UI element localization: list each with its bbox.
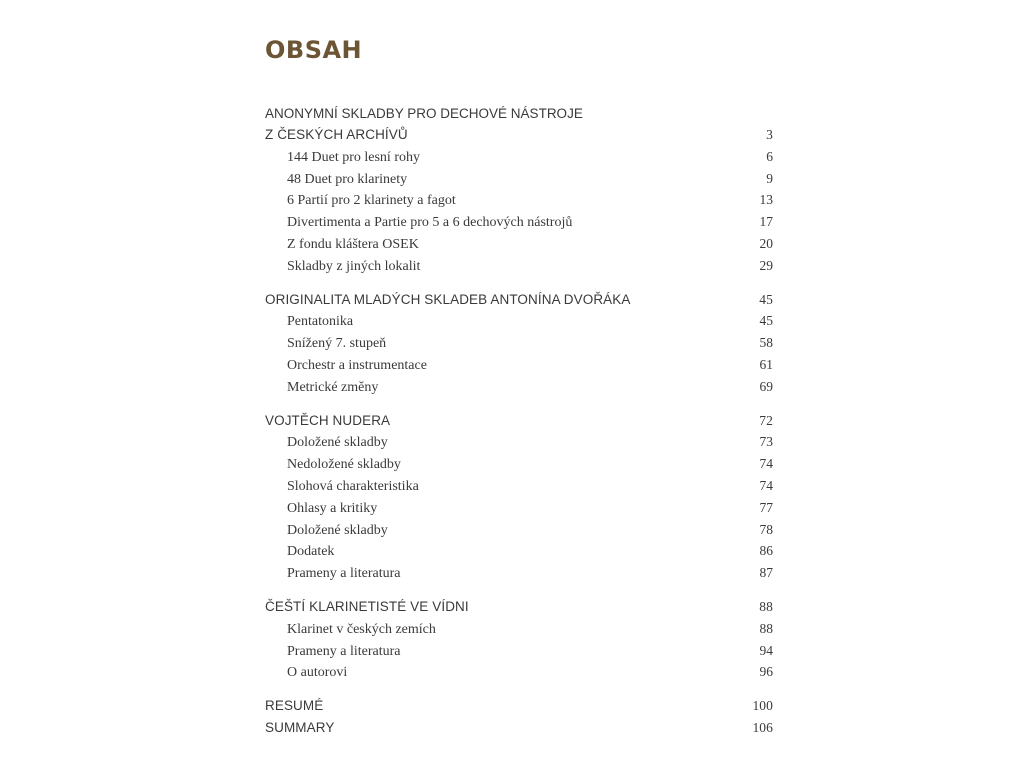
page-number: 3 (766, 127, 773, 142)
toc-tail (265, 695, 773, 739)
toc-entry (265, 540, 773, 562)
page-number: 17 (759, 214, 773, 230)
toc-entry (265, 168, 773, 190)
toc-entry (265, 354, 773, 376)
page-number: 106 (752, 719, 773, 735)
page-number: 9 (766, 170, 773, 186)
toc-entry (265, 189, 773, 211)
toc-section (265, 410, 773, 584)
page-number: 100 (752, 698, 773, 714)
entry-title: Dodatek (287, 544, 335, 560)
dot-leader (422, 269, 757, 270)
section-heading (265, 717, 773, 739)
dot-leader (336, 731, 750, 732)
dot-leader (421, 489, 758, 490)
entry-title: SUMMARY (265, 719, 335, 735)
entry-title: Slohová charakteristika (287, 478, 419, 494)
page-number: 72 (759, 412, 773, 428)
entry-title: Doložené skladby (287, 435, 388, 451)
dot-leader (380, 390, 757, 391)
dot-leader (390, 533, 758, 534)
entry-title: Z ČESKÝCH ARCHÍVŮ (265, 127, 408, 142)
page-number: 86 (759, 543, 773, 559)
page-title: OBSAH (265, 36, 363, 64)
dot-leader (349, 675, 757, 676)
dot-leader (438, 632, 758, 633)
toc-entry (265, 376, 773, 398)
page-number: 61 (759, 356, 773, 372)
toc-entry (265, 618, 773, 640)
dot-leader (403, 467, 758, 468)
dot-leader (471, 610, 758, 611)
dot-leader (458, 203, 758, 204)
toc-entry (265, 310, 773, 332)
entry-title: ČEŠTÍ KLARINETISTÉ VE VÍDNI (265, 598, 469, 614)
page-number: 45 (759, 313, 773, 329)
page-number: 88 (759, 598, 773, 614)
entry-title: Z fondu kláštera OSEK (287, 236, 419, 252)
entry-title: Metrické změny (287, 379, 379, 395)
toc-section (265, 104, 773, 277)
dot-leader (421, 247, 758, 248)
toc-section (265, 596, 773, 683)
page-number: 6 (766, 148, 773, 164)
toc-section (265, 289, 773, 398)
entry-title: Ohlasy a kritiky (287, 500, 378, 516)
toc-entry (265, 211, 773, 233)
entry-title: Doložené skladby (287, 522, 388, 538)
page-number: 74 (759, 456, 773, 472)
toc-entry (265, 640, 773, 662)
page-number: 20 (759, 235, 773, 251)
page-number: 88 (759, 620, 773, 636)
dot-leader (410, 138, 764, 139)
toc-entry (265, 562, 773, 584)
toc-entry (265, 475, 773, 497)
toc-entry (265, 431, 773, 453)
toc-sections (265, 104, 773, 739)
entry-title: Prameny a literatura (287, 643, 401, 659)
entry-title: ORIGINALITA MLADÝCH SKLADEB ANTONÍNA DVOŘÁKA (265, 291, 631, 307)
entry-title: Orchestr a instrumentace (287, 357, 427, 373)
dot-leader (388, 346, 757, 347)
dot-leader (336, 554, 757, 555)
entry-title: Nedoložené skladby (287, 457, 401, 473)
entry-title: Snížený 7. stupeň (287, 336, 387, 352)
dot-leader (403, 576, 758, 577)
toc-entry (265, 255, 773, 277)
dot-leader (403, 654, 758, 655)
dot-leader (574, 225, 757, 226)
toc-entry (265, 332, 773, 354)
dot-leader (392, 424, 757, 425)
entry-title: VOJTĚCH NUDERA (265, 412, 391, 428)
page-number: 74 (759, 477, 773, 493)
page-number: 96 (759, 664, 773, 680)
toc-entry (265, 497, 773, 519)
dot-leader (379, 511, 757, 512)
dot-leader (325, 709, 750, 710)
entry-title: O autorovi (287, 665, 348, 681)
entry-title: Klarinet v českých zemích (287, 621, 436, 637)
page-number: 45 (759, 291, 773, 307)
dot-leader (390, 445, 758, 446)
section-heading (265, 124, 773, 146)
entry-title: Divertimenta a Partie pro 5 a 6 dechových nástrojů (287, 215, 573, 231)
section-heading (265, 596, 773, 618)
section-heading (265, 695, 773, 717)
dot-leader (633, 303, 758, 304)
toc-entry (265, 233, 773, 255)
page-number: 73 (759, 434, 773, 450)
toc-entry (265, 146, 773, 168)
page-number: 78 (759, 521, 773, 537)
section-heading (265, 410, 773, 432)
dot-leader (409, 182, 764, 183)
entry-title: RESUMÉ (265, 698, 324, 714)
page-number: 77 (759, 499, 773, 515)
entry-title: 144 Duet pro lesní rohy (287, 149, 420, 165)
dot-leader (429, 368, 758, 369)
entry-title: Prameny a literatura (287, 566, 401, 582)
page-number: 13 (759, 192, 773, 208)
section-heading (265, 289, 773, 311)
entry-title: 6 Partií pro 2 klarinety a fagot (287, 193, 456, 209)
page-number: 94 (759, 642, 773, 658)
dot-leader (355, 324, 757, 325)
page-number: 29 (759, 257, 773, 273)
toc-page (265, 30, 773, 735)
entry-title: Pentatonika (287, 314, 354, 330)
dot-leader (422, 160, 764, 161)
toc-entry (265, 661, 773, 683)
entry-title: Skladby z jiných lokalit (287, 258, 421, 274)
toc-entry (265, 453, 773, 475)
section-heading-line: ANONYMNÍ SKLADBY PRO DECHOVÉ NÁSTROJE (265, 106, 583, 121)
page-number: 69 (759, 378, 773, 394)
toc-entry (265, 519, 773, 541)
page-number: 58 (759, 335, 773, 351)
entry-title: 48 Duet pro klarinety (287, 171, 408, 187)
page-number: 87 (759, 565, 773, 581)
